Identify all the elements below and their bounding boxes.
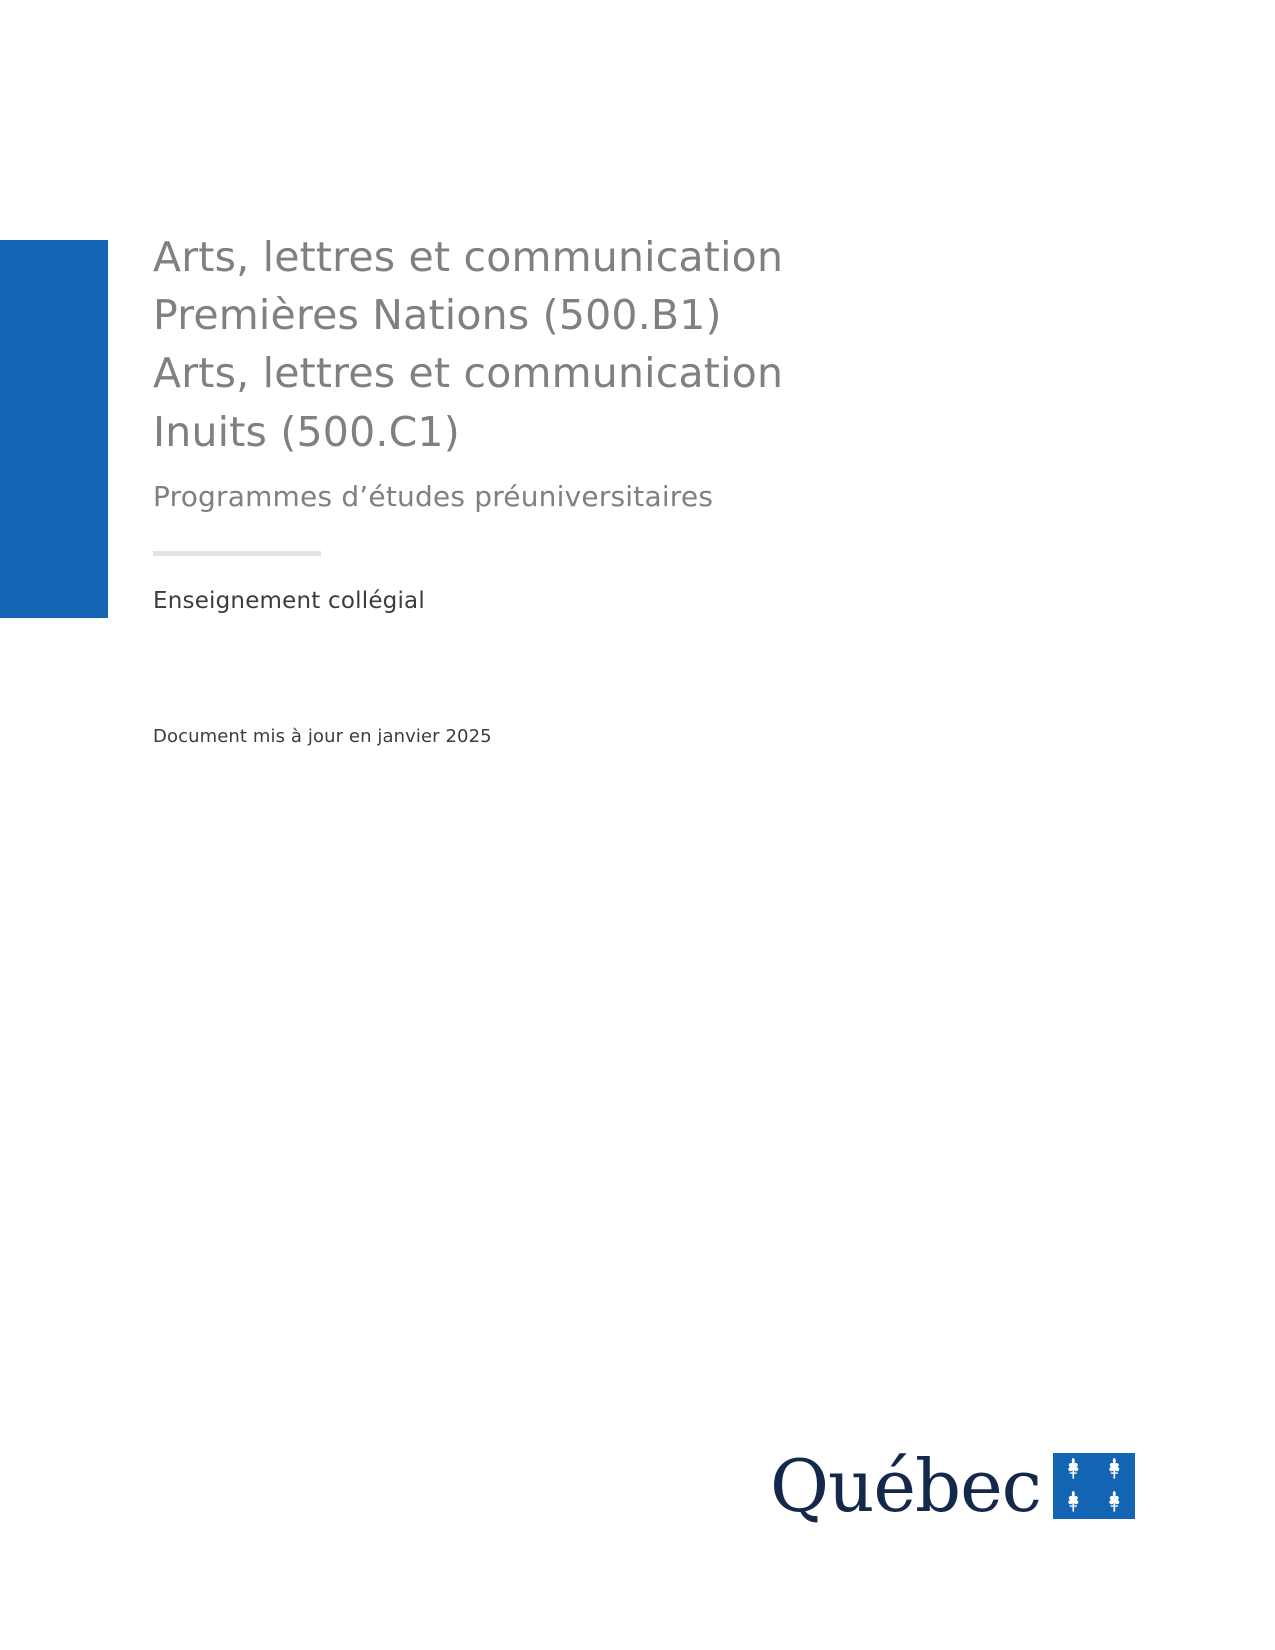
fleur-de-lis-icon	[1061, 1457, 1087, 1483]
page-title-line-4: Inuits (500.C1)	[153, 407, 460, 456]
cover-title-block	[153, 228, 973, 614]
page-title-line-2: Premières Nations (500.B1)	[153, 291, 722, 340]
page-subtitle: Programmes d’études préuniversitaires	[153, 479, 714, 513]
quebec-logo	[769, 1444, 1135, 1528]
quebec-flag	[1053, 1453, 1135, 1519]
fleur-de-lis-icon	[1102, 1490, 1128, 1516]
title-divider	[153, 551, 321, 556]
quebec-wordmark: Québec	[769, 1444, 1041, 1528]
fleur-de-lis-icon	[1102, 1457, 1128, 1483]
page-title-line-3: Arts, lettres et communication	[153, 349, 784, 398]
education-level: Enseignement collégial	[153, 588, 425, 615]
left-accent-bar	[0, 240, 108, 618]
page-title-line-1: Arts, lettres et communication	[153, 233, 784, 281]
update-note: Document mis à jour en janvier 2025	[153, 726, 492, 747]
fleur-de-lis-icon	[1061, 1490, 1087, 1516]
page-title	[153, 228, 973, 461]
